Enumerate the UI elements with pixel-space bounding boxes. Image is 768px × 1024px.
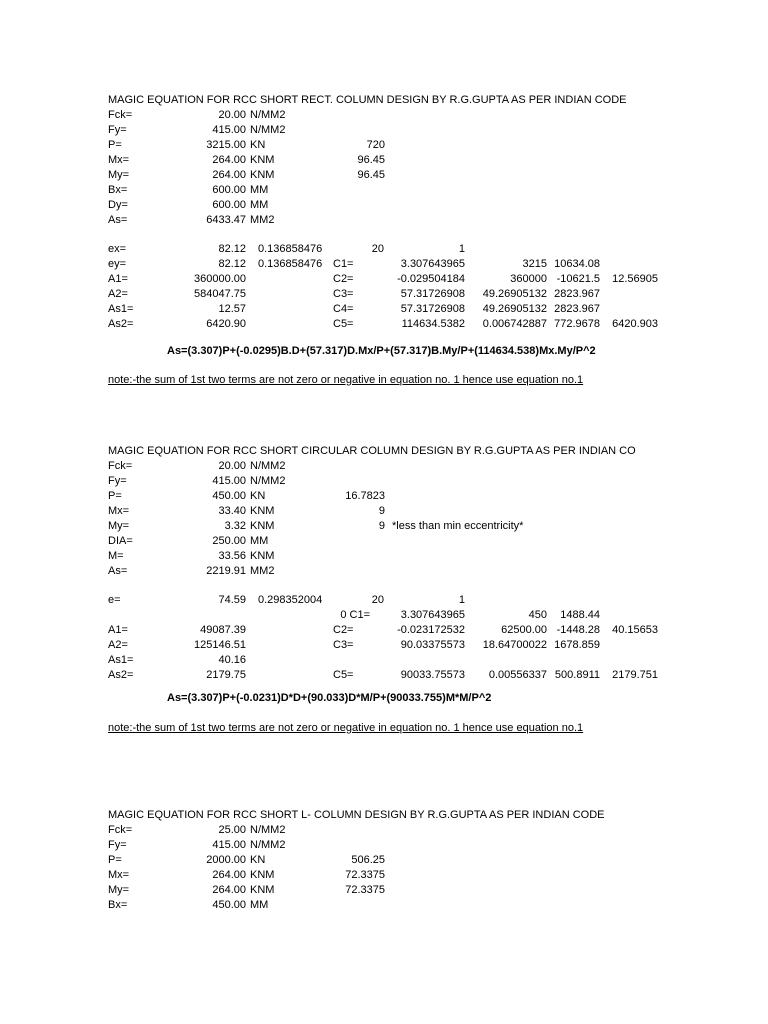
calc-cell: 49.26905132 — [482, 303, 547, 315]
calc-cell: C5= — [333, 669, 354, 681]
calc-cell: 20 — [371, 594, 384, 606]
input-unit: N/MM2 — [250, 460, 286, 472]
input-label: P= — [108, 490, 122, 502]
input-label: My= — [108, 520, 130, 532]
calc-cell: C1= — [333, 258, 354, 270]
calc-value: 584047.75 — [194, 288, 246, 300]
calc-cell: 3215 — [522, 258, 547, 270]
input-value: 415.00 — [212, 475, 246, 487]
input-value: 415.00 — [212, 124, 246, 136]
input-value: 264.00 — [212, 154, 246, 166]
input-label: Bx= — [108, 899, 128, 911]
calc-cell: 772.9678 — [554, 318, 600, 330]
calc-value: 360000.00 — [194, 273, 246, 285]
input-value: 3.32 — [224, 520, 246, 532]
input-unit: N/MM2 — [250, 475, 286, 487]
input-unit: MM — [250, 199, 269, 211]
input-value: 250.00 — [212, 535, 246, 547]
calc-cell: C3= — [333, 288, 354, 300]
input-unit: KN — [250, 139, 266, 151]
section3-title: MAGIC EQUATION FOR RCC SHORT L- COLUMN DESIGN BY R.G.GUPTA AS PER INDIAN CODE — [108, 809, 605, 821]
input-value: 33.40 — [218, 505, 246, 517]
input-unit: KNM — [250, 520, 275, 532]
input-value: 2219.91 — [206, 565, 246, 577]
input-extra: 9 — [378, 505, 385, 517]
calc-label: As1= — [108, 654, 134, 666]
input-value: 25.00 — [218, 824, 246, 836]
input-label: M= — [108, 550, 124, 562]
input-value: 415.00 — [212, 839, 246, 851]
input-value: 20.00 — [218, 460, 246, 472]
input-unit: N/MM2 — [250, 124, 286, 136]
calc-value: 82.12 — [218, 258, 246, 270]
calc-cell: 0.00556337 — [488, 669, 547, 681]
section2-title: MAGIC EQUATION FOR RCC SHORT CIRCULAR COLUMN DESIGN BY R.G.GUPTA AS PER INDIAN CO — [108, 445, 636, 457]
calc-cell: -1448.28 — [556, 624, 600, 636]
calc-cell: 40.15653 — [612, 624, 658, 636]
section2-formula: As=(3.307)P+(-0.0231)D*D+(90.033)D*M/P+(90033.755)M*M/P^2 — [167, 692, 492, 704]
calc-cell: 3.307643965 — [400, 609, 465, 621]
input-unit: KNM — [250, 550, 275, 562]
input-label: Bx= — [108, 184, 128, 196]
calc-label: ex= — [108, 243, 127, 255]
calc-cell: C5= — [333, 318, 354, 330]
input-label: Fck= — [108, 109, 133, 121]
calc-cell: 1488.44 — [560, 609, 600, 621]
input-label: As= — [108, 214, 128, 226]
eccentricity-note: *less than min eccentricity* — [392, 520, 524, 532]
input-unit: KNM — [250, 869, 275, 881]
calc-label: A2= — [108, 288, 128, 300]
input-value: 6433.47 — [206, 214, 246, 226]
input-extra: 720 — [366, 139, 385, 151]
calc-label: As1= — [108, 303, 134, 315]
calc-label: As2= — [108, 318, 134, 330]
calc-label: As2= — [108, 669, 134, 681]
calc-cell: -10621.5 — [556, 273, 600, 285]
input-extra: 96.45 — [357, 154, 385, 166]
input-label: Mx= — [108, 869, 130, 881]
calc-cell: 1678.859 — [554, 639, 600, 651]
calc-value: 6420.90 — [206, 318, 246, 330]
calc-cell: 0.136858476 — [258, 258, 323, 270]
calc-cell: 1 — [458, 243, 465, 255]
calc-cell: 57.31726908 — [400, 288, 465, 300]
calc-cell: 500.8911 — [554, 669, 600, 681]
input-label: My= — [108, 169, 130, 181]
calc-cell: 2179.751 — [612, 669, 658, 681]
section2-note: note:-the sum of 1st two terms are not zero or negative in equation no. 1 hence use equation no.1 — [108, 722, 584, 734]
input-label: Fy= — [108, 839, 127, 851]
calc-cell: 57.31726908 — [400, 303, 465, 315]
calc-cell: 49.26905132 — [482, 288, 547, 300]
section1-title: MAGIC EQUATION FOR RCC SHORT RECT. COLUMN DESIGN BY R.G.GUPTA AS PER INDIAN CODE — [108, 94, 627, 106]
calc-cell: 0.298352004 — [258, 594, 323, 606]
input-unit: N/MM2 — [250, 839, 286, 851]
calc-label: A2= — [108, 639, 128, 651]
calc-value: 74.59 — [218, 594, 246, 606]
calc-cell: -0.023172532 — [397, 624, 465, 636]
input-label: P= — [108, 139, 122, 151]
input-extra: 9 — [378, 520, 385, 532]
input-label: My= — [108, 884, 130, 896]
input-label: As= — [108, 565, 128, 577]
input-label: Fy= — [108, 124, 127, 136]
input-value: 450.00 — [212, 490, 246, 502]
calc-cell: 0.136858476 — [258, 243, 323, 255]
calc-label: ey= — [108, 258, 127, 270]
calc-cell: 12.56905 — [612, 273, 658, 285]
input-unit: N/MM2 — [250, 109, 286, 121]
calc-value: 40.16 — [218, 654, 246, 666]
calc-cell: C4= — [333, 303, 354, 315]
input-extra: 72.3375 — [345, 869, 385, 881]
input-label: DIA= — [108, 535, 133, 547]
calc-value: 49087.39 — [200, 624, 246, 636]
input-label: P= — [108, 854, 122, 866]
input-value: 264.00 — [212, 169, 246, 181]
input-value: 450.00 — [212, 899, 246, 911]
calc-label: e= — [108, 594, 121, 606]
input-label: Fck= — [108, 824, 133, 836]
calc-cell: C2= — [333, 624, 354, 636]
input-value: 264.00 — [212, 884, 246, 896]
input-unit: KNM — [250, 169, 275, 181]
input-label: Fy= — [108, 475, 127, 487]
calc-cell: 3.307643965 — [400, 258, 465, 270]
calc-cell: 6420.903 — [612, 318, 658, 330]
section1-formula: As=(3.307)P+(-0.0295)B.D+(57.317)D.Mx/P+(57.317)B.My/P+(114634.538)Mx.My/P^2 — [167, 345, 596, 357]
input-unit: MM — [250, 899, 269, 911]
input-unit: MM2 — [250, 214, 275, 226]
input-value: 264.00 — [212, 869, 246, 881]
calc-cell: 1 — [458, 594, 465, 606]
input-unit: KN — [250, 854, 266, 866]
input-value: 33.56 — [218, 550, 246, 562]
calc-cell: 2823.967 — [554, 303, 600, 315]
input-value: 600.00 — [212, 184, 246, 196]
input-label: Mx= — [108, 154, 130, 166]
calc-cell: C2= — [333, 273, 354, 285]
calc-label: A1= — [108, 273, 128, 285]
input-extra: 506.25 — [351, 854, 385, 866]
calc-cell: 20 — [371, 243, 384, 255]
input-label: Fck= — [108, 460, 133, 472]
calc-cell: C3= — [333, 639, 354, 651]
calc-cell: 10634.08 — [554, 258, 600, 270]
input-unit: N/MM2 — [250, 824, 286, 836]
calc-value: 2179.75 — [206, 669, 246, 681]
calc-cell: 62500.00 — [501, 624, 547, 636]
calc-value: 12.57 — [218, 303, 246, 315]
input-unit: KNM — [250, 505, 275, 517]
input-extra: 96.45 — [357, 169, 385, 181]
calc-cell: 90033.75573 — [400, 669, 465, 681]
calc-cell: 360000 — [510, 273, 547, 285]
calc-cell: 450 — [528, 609, 547, 621]
calc-value: 125146.51 — [194, 639, 246, 651]
calc-cell: 2823.967 — [554, 288, 600, 300]
input-extra: 16.7823 — [345, 490, 385, 502]
input-unit: MM — [250, 535, 269, 547]
input-value: 2000.00 — [206, 854, 246, 866]
input-unit: MM2 — [250, 565, 275, 577]
input-label: Dy= — [108, 199, 128, 211]
calc-cell: 114634.5382 — [401, 318, 465, 330]
input-unit: KNM — [250, 884, 275, 896]
input-unit: MM — [250, 184, 269, 196]
input-value: 600.00 — [212, 199, 246, 211]
calc-cell: 0.006742887 — [482, 318, 547, 330]
input-extra: 72.3375 — [345, 884, 385, 896]
calc-cell: 0 C1= — [340, 609, 370, 621]
input-value: 3215.00 — [206, 139, 246, 151]
calc-cell: -0.029504184 — [397, 273, 465, 285]
section1-note: note:-the sum of 1st two terms are not zero or negative in equation no. 1 hence use equation no.1 — [108, 374, 584, 386]
calc-label: A1= — [108, 624, 128, 636]
calc-cell: 18.64700022 — [482, 639, 547, 651]
input-unit: KN — [250, 490, 266, 502]
calc-value: 82.12 — [218, 243, 246, 255]
input-value: 20.00 — [218, 109, 246, 121]
input-unit: KNM — [250, 154, 275, 166]
input-label: Mx= — [108, 505, 130, 517]
calc-cell: 90.03375573 — [400, 639, 465, 651]
